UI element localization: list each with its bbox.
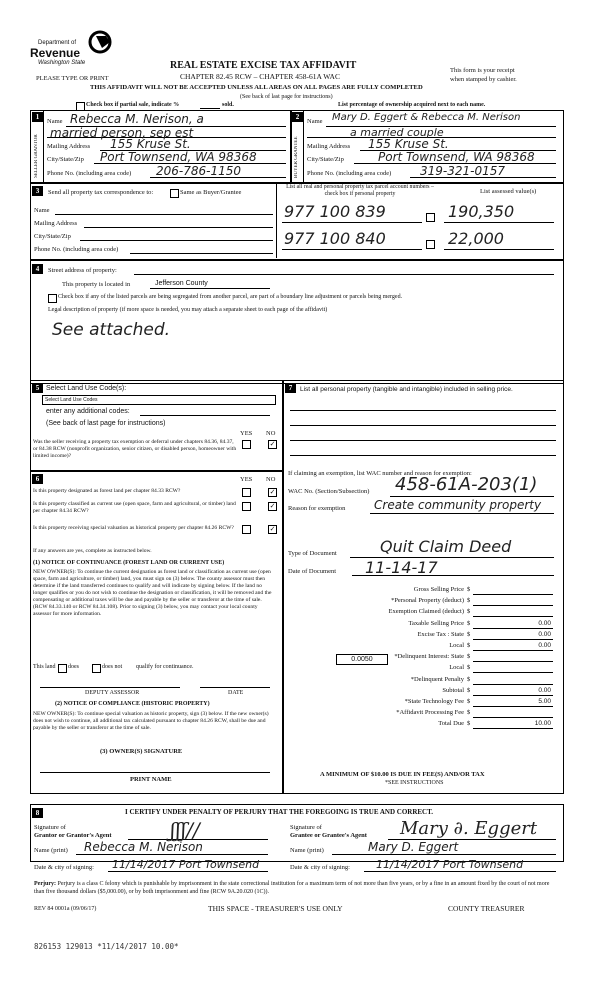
current-use-yes-checkbox[interactable] [242, 502, 251, 511]
tax-row-dollar: $ [467, 664, 471, 672]
reason-value[interactable]: Create community property [374, 498, 542, 512]
buyer-name-field-2[interactable]: a married couple [350, 126, 444, 139]
perjury-bold: Perjury: [34, 881, 56, 887]
exemption-yes-checkbox[interactable] [242, 440, 251, 449]
historic-yes-checkbox[interactable] [242, 525, 251, 534]
buyer-mailing-label: Mailing Address [307, 143, 351, 150]
type-doc-label: Type of Document [288, 550, 337, 557]
tax-row-label: Local [449, 664, 464, 672]
seller-name-field[interactable]: Rebecca M. Nerison, a [70, 112, 204, 126]
same-as-buyer-checkbox[interactable] [170, 189, 179, 198]
tax-row-dollar: $ [467, 630, 471, 638]
if-yes-label: If any answers are yes, complete as instructed below. [33, 548, 152, 554]
seller-name-field-2[interactable]: married person, sep est [50, 126, 194, 140]
dor-logo [30, 30, 120, 72]
forest-no-checkbox[interactable]: ✓ [269, 488, 276, 496]
cashier-stamp: 826153 129013 *11/14/2017 10.00* [34, 942, 179, 951]
legal-desc-label: Legal description of property (if more space is needed, you may attach a separate sheet to each page of the affidavit) [48, 307, 328, 313]
treasurer-only: THIS SPACE - TREASURER'S USE ONLY [208, 904, 343, 913]
seller-mailing-label: Mailing Address [47, 143, 91, 150]
county-value[interactable]: Jefferson County [155, 280, 208, 287]
land-use-see-back: (See back of last page for instructions) [46, 420, 166, 427]
corr-mailing-label: Mailing Address [34, 220, 78, 227]
grantor-date-value[interactable]: 11/14/2017 Port Townsend [112, 858, 260, 871]
form-chapter: CHAPTER 82.45 RCW – CHAPTER 458-61A WAC [180, 72, 340, 81]
does-checkbox[interactable] [58, 664, 67, 673]
receipt-note1: This form is your receipt [450, 67, 515, 74]
does-label: does [68, 664, 79, 670]
this-land-label: This land [33, 664, 56, 670]
does-not-label: does not [102, 664, 123, 670]
certify-label: I CERTIFY UNDER PENALTY OF PERJURY THAT THE FOREGOING IS TRUE AND CORRECT. [125, 808, 434, 816]
tax-row-value[interactable]: 0.00 [538, 619, 551, 627]
buyer-phone-field[interactable]: 319-321-0157 [420, 164, 506, 178]
not-accepted: THIS AFFIDAVIT WILL NOT BE ACCEPTED UNLESS ALL AREAS ON ALL PAGES ARE FULLY COMPLETED [90, 84, 423, 91]
tax-row-dollar: $ [467, 619, 471, 627]
corr-city-label: City/State/Zip [34, 233, 71, 240]
county-treasurer: COUNTY TREASURER [448, 904, 525, 913]
grantee-sig-label-1: Signature of [290, 824, 322, 831]
same-as-buyer-label: Same as Buyer/Grantee [180, 189, 242, 196]
parcel-header: List all real and personal property tax parcel account numbers – check box if personal property [286, 184, 434, 197]
tax-row-dollar: $ [467, 698, 471, 705]
buyer-side-label: BUYER GRANTEE [294, 136, 299, 178]
grantee-date-value[interactable]: 11/14/2017 Port Townsend [376, 858, 524, 871]
date-doc-value[interactable]: 11-14-17 [365, 558, 438, 577]
notice2-text: NEW OWNER(S): To continue special valuation as historic property, sign (3) below. If the new owner(s) does not wish to continue, all additional tax calculated pursuant to chapter 84.26 RCW, shall be due and payable by the seller or transferor at the time of sale. [33, 711, 269, 731]
grantor-name-value[interactable]: Rebecca M. Nerison [84, 840, 203, 854]
wac-value[interactable]: 458-61A-203(1) [395, 474, 538, 495]
tax-row-dollar: $ [467, 686, 471, 694]
land-use-select-value: Select Land Use Codes [45, 397, 98, 403]
buyer-city-field[interactable]: Port Townsend, WA 98368 [378, 150, 535, 164]
tax-row-label: Taxable Selling Price [408, 619, 464, 627]
current-use-no-checkbox[interactable]: ✓ [269, 502, 276, 510]
seller-mailing-field[interactable]: 155 Kruse St. [110, 137, 191, 151]
land-use-label: Select Land Use Code(s): [46, 385, 127, 392]
section-6-box [30, 470, 284, 794]
tax-row-label: *Delinquent Interest: State [394, 653, 464, 661]
tax-row-label: Excise Tax : State [417, 630, 464, 638]
seller-city-field[interactable]: Port Townsend, WA 98368 [100, 150, 257, 164]
tax-row-label: *Affidavit Processing Fee [396, 709, 464, 717]
dor-logo-icon [88, 30, 116, 54]
parcel-2-value[interactable]: 22,000 [448, 229, 504, 248]
tax-row-value[interactable]: 0.00 [538, 686, 551, 694]
wac-label: WAC No. (Section/Subsection) [288, 488, 370, 495]
tax-row-label: *State Technology Fee [404, 698, 464, 705]
seller-city-label: City/State/Zip [47, 156, 84, 163]
sold-label: sold. [222, 102, 234, 108]
partial-sale-label: Check box if partial sale, indicate % [86, 102, 180, 108]
deputy-assessor-label: DEPUTY ASSESSOR [85, 690, 140, 696]
corr-phone-label: Phone No. (including area code) [34, 246, 119, 253]
dor-line1: Department of [38, 40, 77, 46]
parcel-1-personal-checkbox[interactable] [426, 213, 435, 222]
tax-row-value[interactable]: 0.00 [538, 630, 551, 638]
exemption-question: Was the seller receiving a property tax exemption or deferral under chapters 84.36, 84.37, or 84.38 RCW (nonprofit organization, senior citizen, or disabled person, homeowner with limited income)? [33, 439, 237, 459]
qualify-label: qualify for continuance. [136, 664, 194, 670]
grantor-sig-label-1: Signature of [34, 824, 66, 831]
pct-list-label: List percentage of ownership acquired next to each name. [338, 102, 486, 108]
parcel-1-value[interactable]: 190,350 [448, 202, 515, 221]
does-not-checkbox[interactable] [92, 664, 101, 673]
land-use-no: NO [266, 430, 276, 437]
grantee-date-label: Date & city of signing: [290, 864, 350, 871]
grantor-date-label: Date & city of signing: [34, 864, 94, 871]
notice1-title: (1) NOTICE OF CONTINUANCE (FOREST LAND OR CURRENT USE) [33, 560, 225, 566]
forest-yes-checkbox[interactable] [242, 488, 251, 497]
tax-row-label: *Delinquent Penalty [410, 675, 464, 683]
section-7-number: 7 [285, 383, 296, 393]
section-2-number: 2 [292, 112, 303, 122]
street-address-label: Street address of property: [48, 267, 117, 274]
buyer-mailing-field[interactable]: 155 Kruse St. [368, 137, 449, 151]
parcel-1-number[interactable]: 977 100 839 [284, 202, 386, 221]
grantor-name-label: Name (print) [34, 847, 68, 854]
s6-no: NO [266, 476, 276, 483]
tax-row-label: Exemption Claimed (deduct) [388, 608, 464, 616]
tax-row-label: Local [449, 642, 464, 649]
local-rate-box[interactable] [336, 654, 388, 665]
parcel-2-number[interactable]: 977 100 840 [284, 229, 386, 248]
buyer-phone-label: Phone No. (including area code) [307, 170, 392, 177]
see-instructions: *SEE INSTRUCTIONS [385, 780, 444, 786]
tax-row-label: Total Due [438, 720, 464, 728]
claim-exemption-label: If claiming an exemption, list WAC number and reason for exemption: [288, 470, 472, 477]
corr-name-label: Name [34, 207, 50, 214]
legal-desc-value[interactable]: See attached. [52, 320, 171, 340]
perjury-text: Perjury is a class C felony which is punishable by imprisonment in the state correctional institution for a maximum term of not more than five years, or by a fine in an amount fixed by the court of not more than five thousand dollars ($5,000.00), or by both imprisonment and fine (RCW 9A.20.020 (1C)). [34, 881, 550, 895]
historic-question: Is this property receiving special valuation as historical property per chapter 84.26 RCW? [33, 525, 234, 531]
list-personal-label: List all personal property (tangible and intangible) included in selling price. [300, 386, 513, 393]
seller-phone-field[interactable]: 206-786-1150 [156, 164, 242, 178]
section-6-number: 6 [32, 474, 43, 484]
buyer-name-field[interactable]: Mary D. Eggert & Rebecca M. Nerison [332, 112, 521, 123]
exemption-no-checkbox[interactable]: ✓ [269, 440, 276, 448]
tax-row-dollar: $ [467, 709, 471, 717]
notice1-text: NEW OWNER(S): To continue the current designation as forest land or classification as current use (open space, farm and agriculture, or timber) land, you must sign on (3) below. The county assessor must then determine if the land transferred continues to qualify and will indicate by signing below. If the land no longer qualifies or you do not wish to continue the designation or classification, it will be removed and the compensating or additional taxes will be due and payable by the seller or transferor at the time of sale. (RCW 84.33.140 or RCW 84.34.108). Prior to signing (3) below, you may contact your local county assessor for more information. [33, 569, 272, 617]
buyer-name-label: Name [307, 118, 323, 125]
owner-sig-label: (3) OWNER(S) SIGNATURE [100, 748, 183, 755]
tax-row-label: Subtotal [442, 686, 464, 694]
segregated-checkbox[interactable] [48, 294, 57, 303]
form-title: REAL ESTATE EXCISE TAX AFFIDAVIT [170, 60, 357, 71]
section-3-number: 3 [32, 186, 43, 196]
perjury-notice [34, 880, 558, 896]
local-rate-value: 0.0050 [351, 656, 373, 663]
tax-row-value[interactable]: 10.00 [534, 720, 551, 728]
parcel-2-personal-checkbox[interactable] [426, 240, 435, 249]
dor-line3: Washington State [38, 60, 86, 66]
tax-row-dollar: $ [467, 675, 471, 683]
date-label: DATE [228, 690, 244, 696]
notice2-title: (2) NOTICE OF COMPLIANCE (HISTORIC PROPERTY) [55, 701, 210, 707]
seller-phone-label: Phone No. (including area code) [47, 170, 132, 177]
grantee-signature[interactable]: Mary ∂. Eggert [400, 818, 538, 839]
send-correspondence-label: Send all property tax correspondence to: [48, 189, 154, 196]
date-doc-label: Date of Document [288, 568, 337, 575]
assessed-header: List assessed value(s) [480, 188, 537, 195]
please-type: PLEASE TYPE OR PRINT [36, 75, 109, 82]
type-doc-value[interactable]: Quit Claim Deed [380, 537, 512, 556]
tax-row-dollar: $ [467, 653, 471, 661]
receipt-note2: when stamped by cashier. [450, 76, 517, 83]
buyer-city-label: City/State/Zip [307, 156, 344, 163]
land-use-select[interactable] [42, 395, 276, 405]
seller-side-label: SELLER GRANTOR [34, 134, 39, 178]
section-8-number: 8 [32, 808, 43, 818]
enter-any-label: enter any additional codes: [46, 408, 130, 415]
grantor-signature[interactable]: ʃʃʃ∕∕ [170, 818, 200, 842]
tax-row-dollar: $ [467, 642, 471, 649]
seller-name-label: Name [47, 118, 63, 125]
minimum-note: A MINIMUM OF $10.00 IS DUE IN FEE(S) AND/OR TAX [320, 771, 485, 778]
reason-label: Reason for exemption [288, 505, 346, 512]
tax-row-dollar: $ [467, 720, 471, 728]
rev-number: REV 84 0001a (09/06/17) [34, 906, 97, 912]
current-use-question: Is this property classified as current use (open space, farm and agricultural, or timber) land per chapter 84.34 RCW? [33, 501, 236, 514]
tax-row-value[interactable]: 0.00 [538, 642, 551, 649]
segregated-label: Check box if any of the listed parcels are being segregated from another parcel, are part of a boundary line adjustment or parcels being merged. [58, 294, 403, 300]
forest-question: Is this property designated as forest land per chapter 84.33 RCW? [33, 488, 181, 494]
located-in-label: This property is located in [62, 281, 131, 288]
section-1-number: 1 [32, 112, 43, 122]
tax-row-value[interactable]: 5.00 [538, 698, 551, 705]
section-5-number: 5 [32, 383, 43, 393]
tax-row-dollar: $ [467, 597, 471, 605]
print-name-label: PRINT NAME [130, 776, 172, 783]
tax-row-dollar: $ [467, 586, 471, 593]
tax-row-label: Gross Selling Price [413, 586, 464, 593]
grantor-sig-label-2: Grantor or Grantor's Agent [34, 832, 112, 839]
tax-row-label: *Personal Property (deduct) [391, 597, 464, 605]
grantee-name-value[interactable]: Mary D. Eggert [368, 840, 459, 854]
land-use-yes: YES [240, 430, 253, 437]
s6-yes: YES [240, 476, 253, 483]
historic-no-checkbox[interactable]: ✓ [269, 525, 276, 533]
section-4-number: 4 [32, 264, 43, 274]
tax-row-dollar: $ [467, 608, 471, 616]
dor-line2: Revenue [30, 46, 81, 60]
see-back: (See back of last page for instructions) [240, 94, 333, 100]
grantee-name-label: Name (print) [290, 847, 324, 854]
grantee-sig-label-2: Grantee or Grantee's Agent [290, 832, 367, 839]
